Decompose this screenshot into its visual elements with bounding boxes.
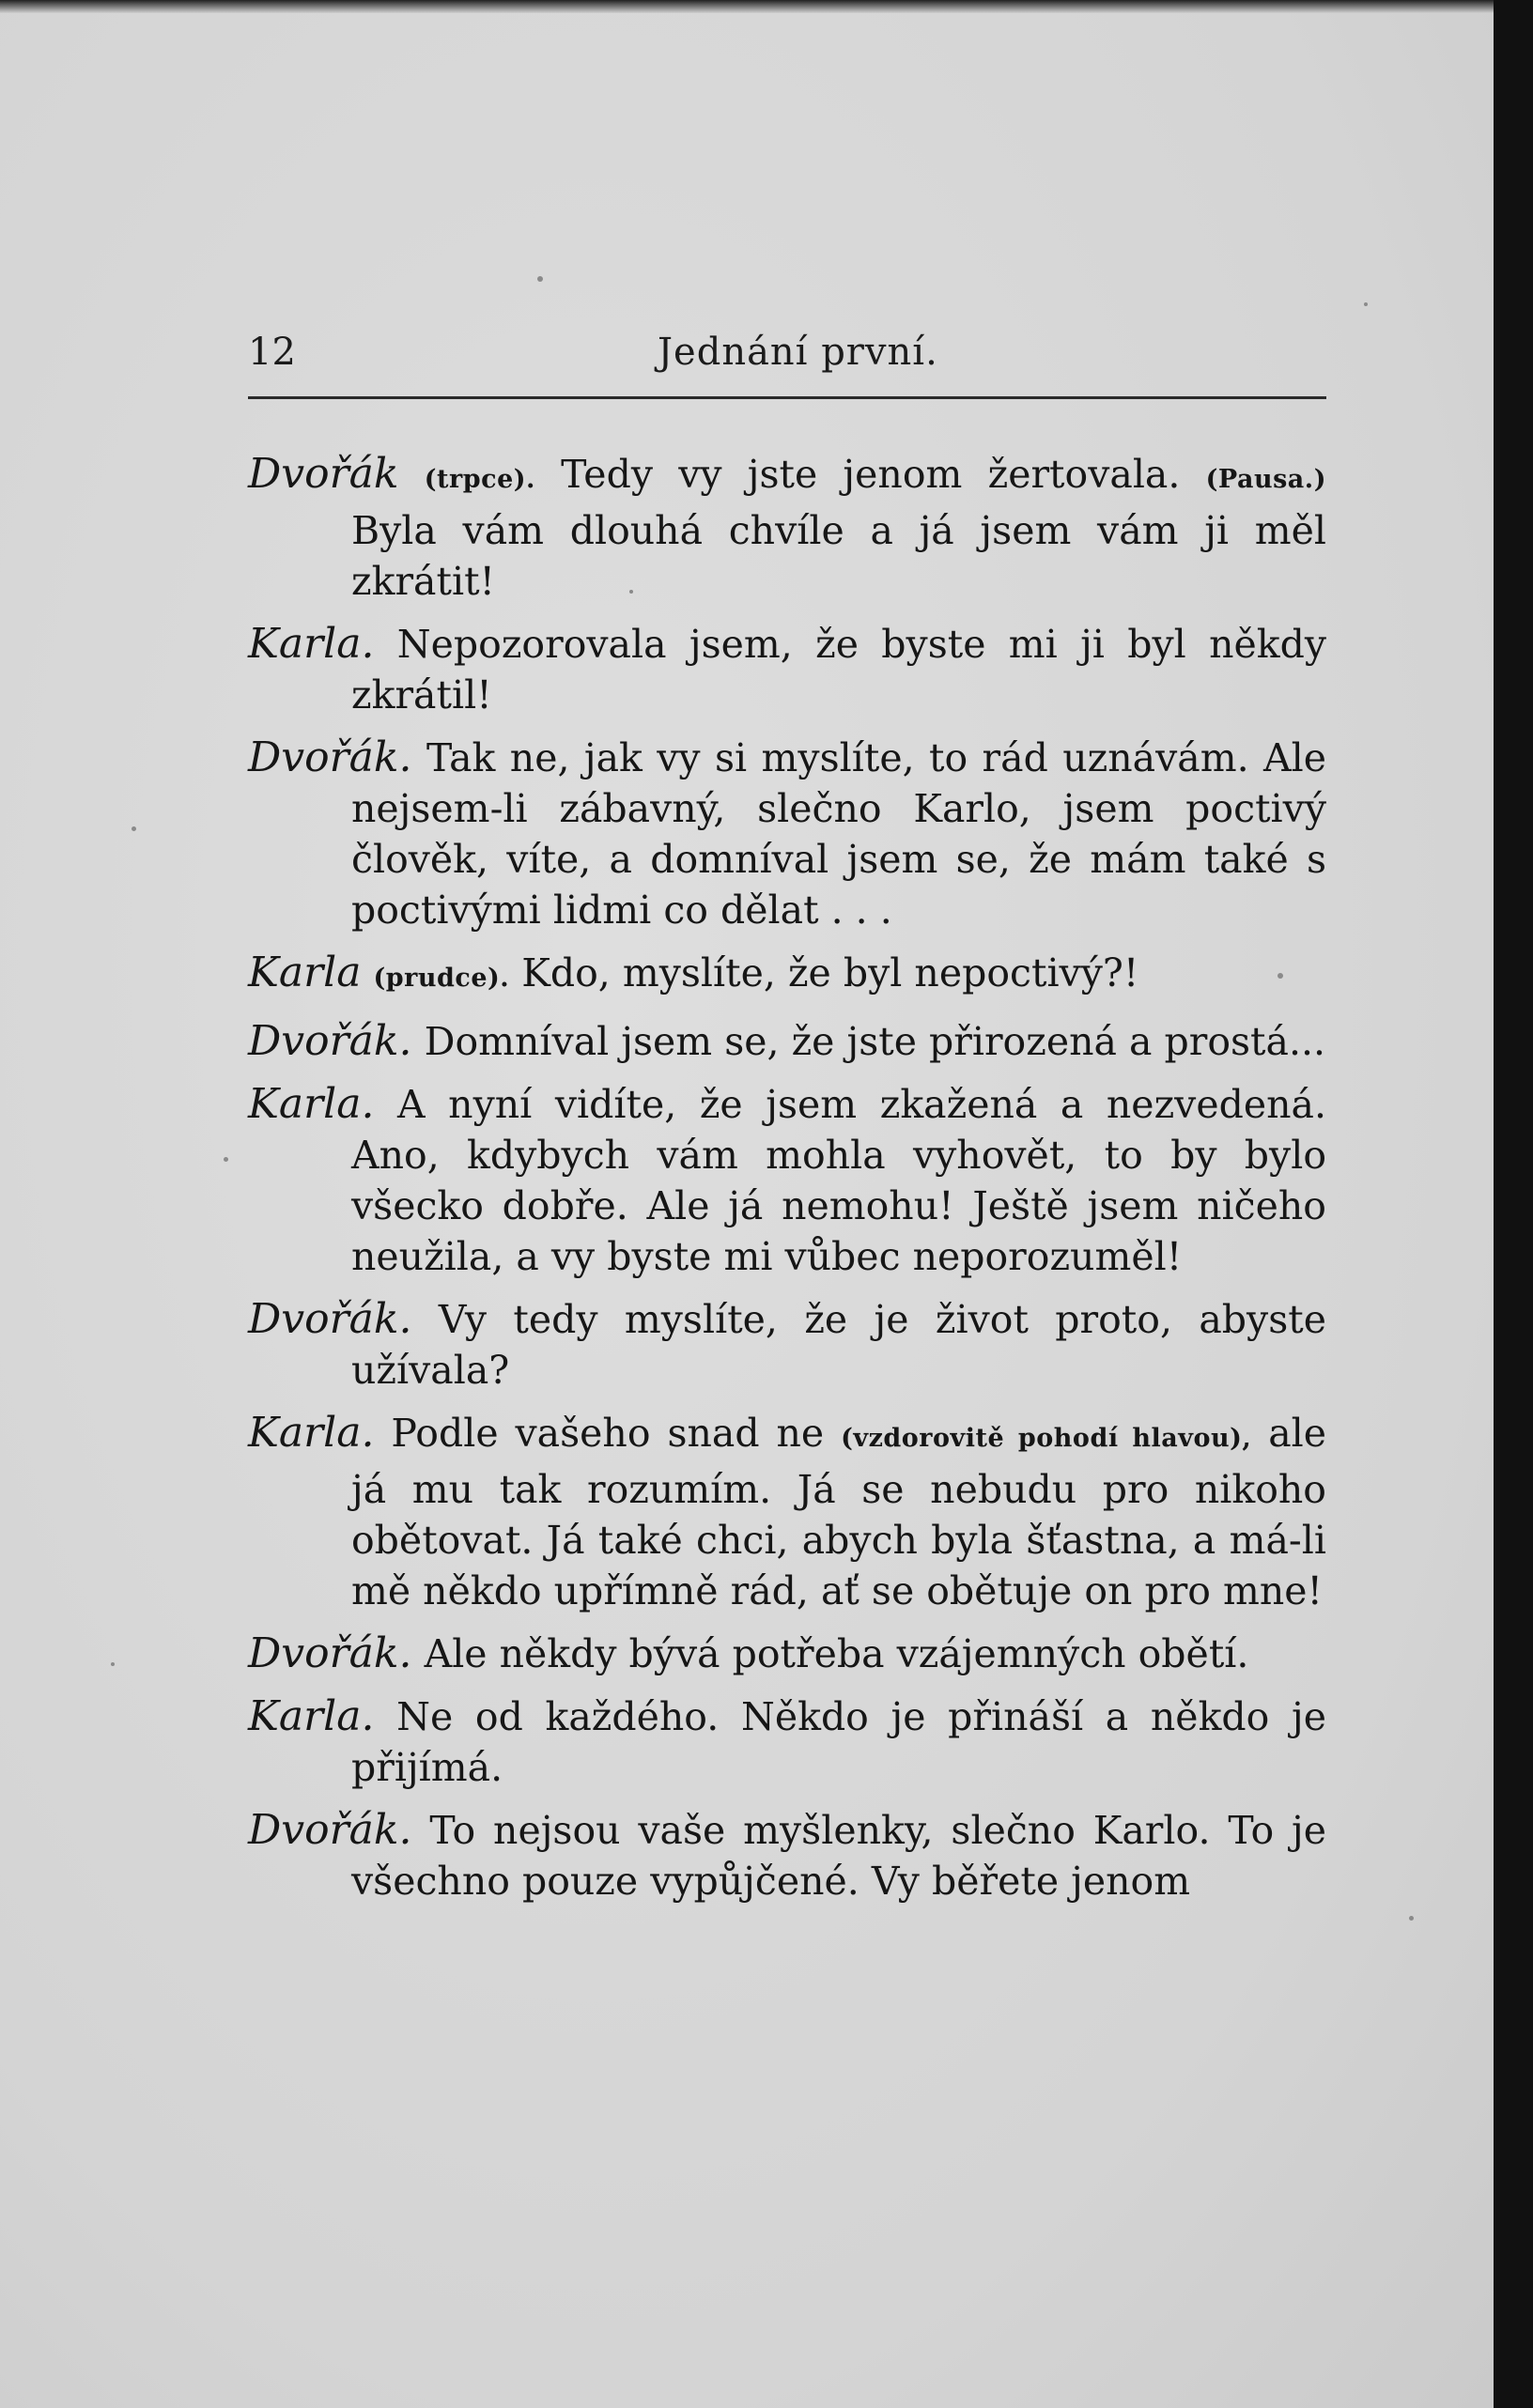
- scan-right-edge: [1494, 0, 1533, 2408]
- header-rule: [248, 396, 1326, 399]
- speech-text: A nyní vidíte, že jsem zkažená a nezvedená. Ano, kdybych vám mohla vyhovět, to by bylo všecko dobře. Ale já nemohu! Ještě jsem ničeho neužila, a vy byste mi vůbec neporozuměl!: [351, 1082, 1326, 1279]
- speaker-name: Dvořák.: [248, 1295, 412, 1343]
- speech-1: [248, 449, 1326, 607]
- speech-text: Tedy vy jste jenom žertovala.: [534, 452, 1206, 497]
- paper-speck: [1278, 973, 1283, 979]
- page-header: [248, 331, 1326, 387]
- speaker-name: Karla: [248, 949, 362, 996]
- paper-speck: [111, 1662, 115, 1666]
- speech-5: [248, 1016, 1326, 1067]
- speech-text: Podle vašeho snad ne: [374, 1411, 842, 1456]
- speaker-name: Dvořák.: [248, 1017, 412, 1065]
- speech-text: Ne od každého. Někdo je přináší a někdo je přijímá.: [351, 1694, 1326, 1790]
- speech-text: Tak ne, jak vy si myslíte, to rád uznávám. Ale nejsem-li zábavný, slečno Karlo, jsem poctivý člověk, víte, a domníval jsem se, že mám také s poctivými lidmi co dělat . . .: [351, 735, 1326, 933]
- speech-4: [248, 948, 1326, 1004]
- speech-text: Kdo, myslíte, že byl nepoctivý?!: [509, 950, 1139, 996]
- stage-direction: (prudce).: [373, 964, 510, 993]
- speech-9: [248, 1628, 1326, 1679]
- speech-8: [248, 1408, 1326, 1616]
- speech-2: [248, 619, 1326, 720]
- speech-text: Domníval jsem se, že jste přirozená a prostá...: [411, 1019, 1326, 1064]
- speaker-name: Dvořák: [248, 450, 399, 498]
- speaker-name: Dvořák.: [248, 1629, 412, 1677]
- speaker-name: Karla.: [248, 1692, 375, 1740]
- paper-speck: [132, 826, 136, 831]
- speech-11: [248, 1805, 1326, 1906]
- stage-direction: (vzdorovitě pohodí hlavou),: [841, 1424, 1252, 1453]
- paper-speck: [629, 590, 633, 594]
- paper-speck: [224, 1157, 228, 1162]
- speech-6: [248, 1079, 1326, 1282]
- paper-speck: [1409, 1916, 1414, 1921]
- speaker-name: Karla.: [248, 620, 375, 668]
- stage-direction: (trpce).: [424, 465, 535, 494]
- page-number: 12: [248, 331, 296, 374]
- scan-top-edge: [0, 0, 1533, 13]
- paper-speck: [537, 276, 543, 282]
- speech-3: [248, 733, 1326, 935]
- speech-text: Byla vám dlouhá chvíle a já jsem vám ji měl zkrátit!: [351, 508, 1326, 604]
- speaker-name: Karla.: [248, 1409, 375, 1457]
- running-head: Jednání první.: [658, 331, 938, 374]
- dialogue-text: [248, 449, 1326, 1919]
- speaker-name: Dvořák.: [248, 1806, 412, 1854]
- speech-text: Vy tedy myslíte, že je život proto, abyste užívala?: [351, 1297, 1326, 1393]
- speech-text: Nepozorovala jsem, že byste mi ji byl někdy zkrátil!: [351, 622, 1326, 718]
- speaker-name: Karla.: [248, 1080, 375, 1128]
- stage-direction: (Pausa.): [1205, 465, 1326, 494]
- speech-text: ale já mu tak rozumím. Já se nebudu pro nikoho obětovat. Já také chci, abych byla šťastna, a má-li mě někdo upřímně rád, ať se obětuje on pro mne!: [351, 1411, 1327, 1613]
- paper-speck: [1364, 302, 1368, 306]
- speech-text: Ale někdy bývá potřeba vzájemných obětí.: [411, 1631, 1249, 1676]
- speech-text: To nejsou vaše myšlenky, slečno Karlo. To je všechno pouze vypůjčené. Vy běřete jenom: [351, 1808, 1326, 1904]
- speaker-name: Dvořák.: [248, 733, 412, 781]
- speech-10: [248, 1691, 1326, 1793]
- speech-7: [248, 1294, 1326, 1396]
